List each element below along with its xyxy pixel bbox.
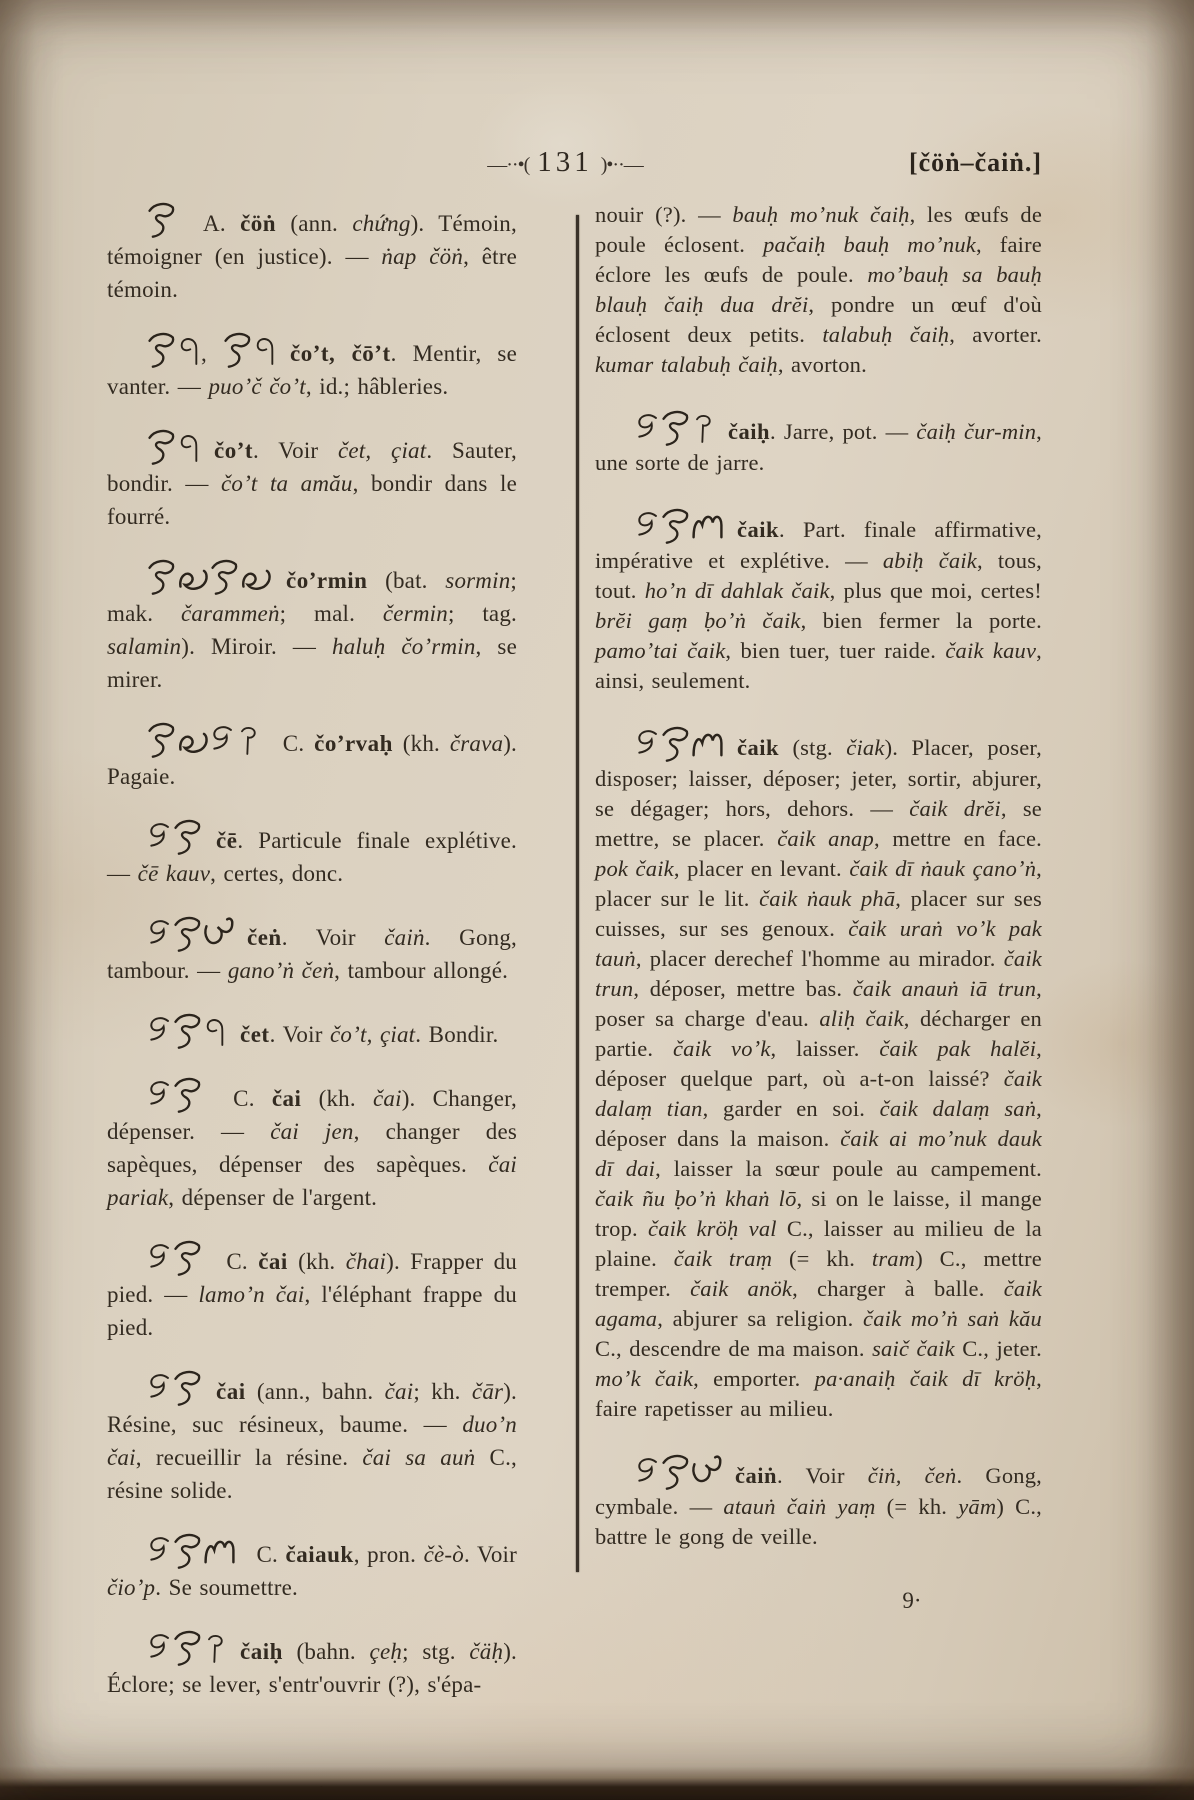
- entry-continuation: [595, 200, 1042, 380]
- definition-text: , placer sur le lit.: [595, 856, 1042, 911]
- dictionary-entry: [107, 427, 517, 533]
- definition-text: , bien fermer la porte.: [800, 608, 1043, 633]
- definition-text: , avorter.: [949, 322, 1042, 347]
- definition-text: , déposer quelque part, où a-t-on laissé?: [595, 1036, 1042, 1091]
- example-phrase: čaik anök: [690, 1276, 793, 1301]
- definition-text: . Voir: [777, 1463, 868, 1488]
- cham-glyph-m: [203, 1531, 236, 1571]
- definition-text: , tous, tout.: [595, 548, 1042, 603]
- example-phrase: moʼbauḥ sa bauḥ blauḥ čaiḥ dua drĕi: [595, 262, 1042, 317]
- cham-glyph-y: [661, 1452, 691, 1492]
- definition-text: . Mentir, se vanter. —: [107, 341, 517, 399]
- dictionary-entry: [107, 200, 517, 306]
- example-phrase: talabuḥ čaiḥ: [822, 322, 950, 347]
- definition-text: ; mal.: [279, 601, 383, 626]
- cham-glyph-t: [253, 330, 277, 370]
- dictionary-entry: [595, 506, 1042, 696]
- example-phrase: čaik anap: [777, 826, 874, 851]
- example-phrase: ṅap čöṅ: [381, 244, 464, 269]
- cham-glyph-2: [147, 817, 173, 857]
- definition-text: . Sauter, bondir. —: [107, 438, 517, 496]
- example-phrase: čaik ai moʼnuk dauk dī dai: [595, 1126, 1042, 1181]
- headword: čē: [216, 828, 238, 853]
- definition-text: . Se soumettre.: [155, 1575, 298, 1600]
- definition-text: , si on le laisse, il mange trop.: [595, 1186, 1042, 1241]
- definition-text: , certes, donc.: [210, 861, 344, 886]
- example-phrase: čaik anauṅ iā trun: [852, 976, 1037, 1001]
- headword-range: [čöṅ–čaiṅ.]: [908, 148, 1042, 177]
- cham-glyph-m: [691, 506, 724, 546]
- example-phrase: salamin: [107, 634, 182, 659]
- cham-glyph-y: [173, 1368, 203, 1408]
- cham-script-glyphs: [147, 925, 234, 950]
- example-phrase: čhai: [345, 1249, 387, 1274]
- cham-glyph-separator: ,: [201, 341, 223, 366]
- definition-text: ). Pagaie.: [107, 731, 517, 789]
- definition-text: nouir (?). —: [595, 202, 733, 227]
- example-phrase: čaik pak halĕi: [879, 1036, 1037, 1061]
- cham-script-glyphs: [147, 568, 273, 593]
- definition-text: , se mirer.: [107, 634, 517, 692]
- example-phrase: čet, çiat: [337, 438, 427, 463]
- cham-glyph-y: [223, 330, 253, 370]
- definition-text: . Particule finale explétive. —: [107, 828, 517, 886]
- definition-text: A.: [190, 211, 241, 236]
- cham-glyph-q: [691, 408, 715, 448]
- cham-glyph-y: [173, 914, 203, 954]
- cham-glyph-y: [173, 1075, 203, 1115]
- header-ornament-left: —··•(: [487, 154, 534, 176]
- definition-text: , emporter.: [693, 1366, 815, 1391]
- cham-glyph-y: [661, 408, 691, 448]
- cham-glyph-q: [236, 720, 260, 760]
- cham-script-glyphs: [147, 1249, 203, 1274]
- definition-text: , déposer dans la maison.: [595, 1096, 1042, 1151]
- definition-text: (bahn.: [282, 1639, 370, 1664]
- example-phrase: čai: [372, 1086, 402, 1111]
- definition-text: (kh.: [392, 731, 450, 756]
- cham-script-glyphs: [635, 517, 724, 542]
- example-phrase: čaik uraṅ voʼk pak tauṅ: [595, 916, 1042, 971]
- example-phrase: čaiḥ čur-min: [916, 419, 1037, 444]
- definition-text: , recueillir la résine.: [135, 1445, 363, 1470]
- example-phrase: kumar talabuḥ čaiḥ: [595, 352, 778, 377]
- cham-glyph-2: [147, 1075, 173, 1115]
- headword: čoʼt: [214, 438, 254, 463]
- cham-script-glyphs: [147, 731, 260, 756]
- example-phrase: čoʼt ta amău: [220, 471, 353, 496]
- definition-text: (= kh.: [875, 1494, 959, 1519]
- example-phrase: ganoʼṅ čeṅ: [227, 958, 335, 983]
- cham-glyph-2: [147, 1531, 173, 1571]
- example-phrase: pačaiḥ bauḥ moʼnuk: [763, 232, 976, 257]
- example-phrase: čè-ò: [423, 1542, 464, 1567]
- example-phrase: duoʼn čai: [107, 1412, 517, 1470]
- definition-text: , ainsi, seulement.: [595, 638, 1042, 693]
- cham-glyph-2: [635, 1452, 661, 1492]
- definition-text: (stg.: [779, 735, 847, 760]
- example-phrase: čaik agama: [595, 1276, 1042, 1331]
- dictionary-entry: [107, 330, 517, 403]
- cham-script-glyphs: [147, 211, 177, 236]
- cham-glyph-2: [147, 1628, 173, 1668]
- definition-text: , plus que moi, certes!: [829, 578, 1042, 603]
- cham-script-glyphs: [147, 341, 277, 366]
- example-phrase: čiṅ, čeṅ: [867, 1463, 957, 1488]
- example-phrase: abiḥ čaik: [882, 548, 977, 573]
- example-phrase: brĕi gaṃ ḅoʼṅ čaik: [595, 608, 801, 633]
- headword: čaiṅ: [735, 1463, 778, 1488]
- dictionary-entry: [107, 1011, 517, 1051]
- example-phrase: hoʼn dī dahlak čaik: [644, 578, 830, 603]
- definition-text: C., laisser au milieu de la plaine.: [595, 1216, 1042, 1271]
- headword: čaik: [737, 517, 780, 542]
- cham-glyph-u: [203, 914, 234, 954]
- definition-text: C.: [216, 1249, 259, 1274]
- dictionary-entry: [107, 1628, 517, 1701]
- example-phrase: çeḥ: [369, 1639, 403, 1664]
- headword: čaiḥ: [728, 419, 771, 444]
- definition-text: (kh.: [287, 1249, 346, 1274]
- definition-text: . Gong, cymbale. —: [595, 1463, 1042, 1519]
- definition-text: , déposer, mettre bas.: [633, 976, 853, 1001]
- headword: čai: [271, 1086, 302, 1111]
- example-phrase: čarammeṅ: [180, 601, 280, 626]
- definition-text: , l'éléphant frappe du pied.: [107, 1282, 517, 1340]
- example-phrase: chứng: [352, 211, 411, 236]
- cham-script-glyphs: [147, 1639, 227, 1664]
- definition-text: ). Placer, poser, disposer; laisser, déposer; jeter, sortir, abjurer, se dégager; hors, dehors. —: [595, 735, 1042, 821]
- definition-text: ). Témoin, témoigner (en justice). —: [107, 211, 517, 269]
- definition-text: , dépenser de l'argent.: [168, 1185, 378, 1210]
- example-phrase: čaiṅ: [384, 925, 425, 950]
- definition-text: , laisser.: [770, 1036, 880, 1061]
- example-phrase: lamoʼn čai: [198, 1282, 305, 1307]
- definition-text: , mettre en face.: [873, 826, 1042, 851]
- cham-script-glyphs: [147, 1022, 227, 1047]
- definition-text: . Voir: [281, 925, 385, 950]
- definition-text: , avorton.: [777, 352, 867, 377]
- cham-glyph-y: [173, 1628, 203, 1668]
- example-phrase: čaik kröḥ val: [648, 1216, 777, 1241]
- definition-text: , garder en soi.: [702, 1096, 880, 1121]
- example-phrase: čaik dalaṃ saṅ: [879, 1096, 1037, 1121]
- definition-text: , poser sa charge d'eau.: [595, 976, 1042, 1031]
- cham-script-glyphs: [147, 1542, 236, 1567]
- definition-text: ). Changer, dépenser. —: [107, 1086, 518, 1144]
- definition-text: C.: [249, 1542, 286, 1567]
- definition-text: (ann.: [276, 211, 353, 236]
- definition-text: , faire rapetisser au milieu.: [595, 1366, 1042, 1421]
- dictionary-entry: [107, 817, 517, 890]
- cham-glyph-2: [147, 1238, 173, 1278]
- definition-text: . Jarre, pot. —: [770, 419, 917, 444]
- definition-text: , charger à balle.: [792, 1276, 1004, 1301]
- example-phrase: čäḥ: [469, 1639, 504, 1664]
- cham-glyph-o: [240, 557, 273, 597]
- definition-text: C., jeter.: [954, 1336, 1042, 1361]
- cham-glyph-2: [635, 724, 661, 764]
- definition-text: . Voir: [269, 1022, 331, 1047]
- example-phrase: čioʼp: [107, 1575, 156, 1600]
- example-phrase: čermin: [382, 601, 448, 626]
- example-phrase: čai sa auṅ: [362, 1445, 476, 1470]
- definition-text: , placer en levant.: [673, 856, 850, 881]
- definition-text: (kh.: [301, 1086, 373, 1111]
- definition-text: , une sorte de jarre.: [595, 419, 1042, 475]
- example-phrase: čaik voʼk: [673, 1036, 771, 1061]
- dictionary-entry: [107, 914, 517, 987]
- column-divider: [576, 215, 579, 1572]
- example-phrase: moʼk čaik: [595, 1366, 694, 1391]
- cham-glyph-y: [661, 724, 691, 764]
- example-phrase: čaik dī ṅauk çanoʼṅ: [849, 856, 1037, 881]
- cham-glyph-2: [147, 914, 173, 954]
- example-phrase: pok čaik: [595, 856, 674, 881]
- left-column: [107, 200, 517, 1701]
- book-edge: [0, 1766, 1194, 1800]
- definition-text: , changer des sapèques, dépenser des sapèques.: [107, 1119, 518, 1177]
- headword: čeṅ: [247, 925, 282, 950]
- example-phrase: čaik ñu ḅoʼṅ khaṅ lō: [595, 1186, 797, 1211]
- cham-glyph-2: [147, 1368, 173, 1408]
- cham-glyph-m: [691, 724, 724, 764]
- example-phrase: pamoʼtai čaik: [595, 638, 726, 663]
- definition-text: , pron.: [353, 1542, 424, 1567]
- cham-glyph-t: [177, 330, 201, 370]
- definition-text: (ann., bahn.: [245, 1379, 385, 1404]
- headword: čaiauk: [285, 1542, 354, 1567]
- dictionary-entry: [107, 1531, 517, 1604]
- definition-text: ). Frapper du pied. —: [107, 1249, 517, 1307]
- definition-text: . Part. finale affirmative, impérative et explétive. —: [595, 517, 1042, 573]
- example-phrase: čaik dalaṃ tian: [595, 1066, 1042, 1121]
- cham-glyph-y: [173, 1238, 203, 1278]
- cham-script-glyphs: [147, 1379, 203, 1404]
- example-phrase: čaik moʼṅ saṅ kău: [863, 1306, 1043, 1331]
- example-phrase: čai: [384, 1379, 414, 1404]
- example-phrase: aliḥ čaik: [819, 1006, 904, 1031]
- definition-text: ) C., battre le gong de veille.: [595, 1494, 1042, 1549]
- cham-glyph-q: [203, 1628, 227, 1668]
- cham-glyph-y: [173, 1531, 203, 1571]
- definition-text: C., résine solide.: [107, 1445, 517, 1503]
- definition-text: , abjurer sa religion.: [657, 1306, 864, 1331]
- example-phrase: sormin: [445, 568, 511, 593]
- example-phrase: čē kauv: [137, 861, 211, 886]
- definition-text: ) C., mettre tremper.: [595, 1246, 1042, 1301]
- page-header-pagination: [420, 146, 710, 179]
- cham-script-glyphs: [635, 1463, 722, 1488]
- definition-text: ). Éclore; se lever, s'entr'ouvrir (?), s'épa-: [107, 1639, 517, 1697]
- definition-text: ; tag.: [447, 601, 517, 626]
- headword: čai: [216, 1379, 246, 1404]
- cham-glyph-2: [210, 720, 236, 760]
- cham-script-glyphs: [635, 735, 724, 760]
- definition-text: (= kh.: [772, 1246, 872, 1271]
- headword: čoʼrvaḥ: [314, 731, 393, 756]
- definition-text: C.: [273, 731, 315, 756]
- definition-text: (bat.: [367, 568, 446, 593]
- definition-text: C.: [216, 1086, 272, 1111]
- example-phrase: saič čaik: [872, 1336, 955, 1361]
- cham-glyph-u: [691, 1452, 722, 1492]
- definition-text: C., descendre de ma maison.: [595, 1336, 873, 1361]
- definition-text: ; stg.: [402, 1639, 470, 1664]
- definition-text: , être témoin.: [107, 244, 518, 302]
- example-phrase: čai jen: [270, 1119, 354, 1144]
- definition-text: , placer sur ses cuisses, sur ses genoux.: [595, 886, 1043, 941]
- cham-glyph-y: [147, 200, 177, 240]
- example-phrase: puoʼč čoʼt: [208, 374, 306, 399]
- headword: čaiḥ: [240, 1639, 283, 1664]
- dictionary-entry: [595, 408, 1042, 478]
- definition-text: , id.; hâbleries.: [305, 374, 449, 399]
- definition-text: , bien tuer, tuer raide.: [725, 638, 946, 663]
- headword: čöṅ: [240, 211, 277, 236]
- definition-text: ). Miroir. —: [181, 634, 332, 659]
- definition-text: , faire éclore les œufs de poule.: [595, 232, 1042, 287]
- dictionary-entry: [595, 1452, 1042, 1552]
- definition-text: . Voir: [253, 438, 338, 463]
- dictionary-entry: [595, 724, 1042, 1424]
- cham-script-glyphs: [635, 419, 715, 444]
- definition-text: . Gong, tambour. —: [107, 925, 517, 983]
- definition-text: ; kh.: [413, 1379, 472, 1404]
- definition-text: , tambour allongé.: [334, 958, 509, 983]
- example-phrase: bauḥ moʼnuk čaiḥ: [732, 202, 910, 227]
- right-column: [595, 200, 1042, 1552]
- cham-script-glyphs: [147, 1086, 203, 1111]
- example-phrase: čaik drĕi: [909, 796, 1001, 821]
- example-phrase: čiak: [846, 735, 885, 760]
- example-phrase: čaik ṅauk phā: [759, 886, 896, 911]
- cham-glyph-y: [661, 506, 691, 546]
- example-phrase: čai pariak: [107, 1152, 517, 1210]
- definition-text: , les œufs de poule éclosent.: [595, 202, 1043, 257]
- definition-text: , décharger en partie.: [595, 1006, 1043, 1061]
- definition-text: ; mak.: [107, 568, 517, 626]
- example-phrase: čaik kauv: [945, 638, 1037, 663]
- cham-glyph-o: [177, 720, 210, 760]
- cham-glyph-y: [210, 557, 240, 597]
- cham-glyph-t: [177, 427, 201, 467]
- cham-glyph-2: [147, 1011, 173, 1051]
- definition-text: , bondir dans le fourré.: [107, 471, 517, 529]
- cham-glyph-2: [635, 408, 661, 448]
- definition-text: , pondre un œuf d'où éclosent deux petits.: [595, 292, 1042, 347]
- example-phrase: haluḥ čoʼrmin: [332, 634, 476, 659]
- cham-glyph-y: [147, 427, 177, 467]
- header-ornament-right: )•··—: [596, 154, 643, 176]
- example-phrase: atauṅ čaiṅ yaṃ: [723, 1494, 876, 1519]
- cham-glyph-y: [173, 817, 203, 857]
- cham-glyph-o: [177, 557, 210, 597]
- example-phrase: čoʼt, çiat: [330, 1022, 416, 1047]
- cham-glyph-y: [147, 557, 177, 597]
- cham-glyph-y: [147, 330, 177, 370]
- definition-text: ). Résine, suc résineux, baume. —: [107, 1379, 517, 1437]
- cham-glyph-y: [173, 1011, 203, 1051]
- page-number: 131: [537, 146, 593, 178]
- example-phrase: čaik traṃ: [673, 1246, 773, 1271]
- dictionary-entry: [107, 1075, 517, 1214]
- cham-glyph-t: [203, 1011, 227, 1051]
- cham-script-glyphs: [147, 438, 201, 463]
- definition-text: . Voir: [463, 1542, 517, 1567]
- example-phrase: pa·anaiḥ čaik dī kröḥ: [814, 1366, 1037, 1391]
- definition-text: , se mettre, se placer.: [595, 796, 1042, 851]
- example-phrase: tram: [871, 1246, 916, 1271]
- headword: čoʼrmin: [286, 568, 368, 593]
- headword: čai: [258, 1249, 288, 1274]
- example-phrase: čaik trun: [595, 946, 1042, 1001]
- definition-text: . Bondir.: [415, 1022, 499, 1047]
- dictionary-entry: [107, 1238, 517, 1344]
- dictionary-entry: [107, 557, 517, 696]
- definition-text: , laisser la sœur poule au campement.: [655, 1156, 1043, 1181]
- example-phrase: čār: [471, 1379, 504, 1404]
- cham-script-glyphs: [147, 828, 203, 853]
- example-phrase: yām: [958, 1494, 997, 1519]
- headword: čoʼt, čōʼt: [289, 341, 391, 366]
- dictionary-entry: [107, 720, 517, 793]
- signature-number: 9·: [902, 1588, 922, 1613]
- cham-glyph-2: [635, 506, 661, 546]
- cham-glyph-y: [147, 720, 177, 760]
- definition-text: , placer derechef l'homme au mirador.: [635, 946, 1004, 971]
- example-phrase: črava: [449, 731, 504, 756]
- headword: čet: [240, 1022, 270, 1047]
- dictionary-entry: [107, 1368, 517, 1507]
- headword: čaik: [737, 735, 780, 760]
